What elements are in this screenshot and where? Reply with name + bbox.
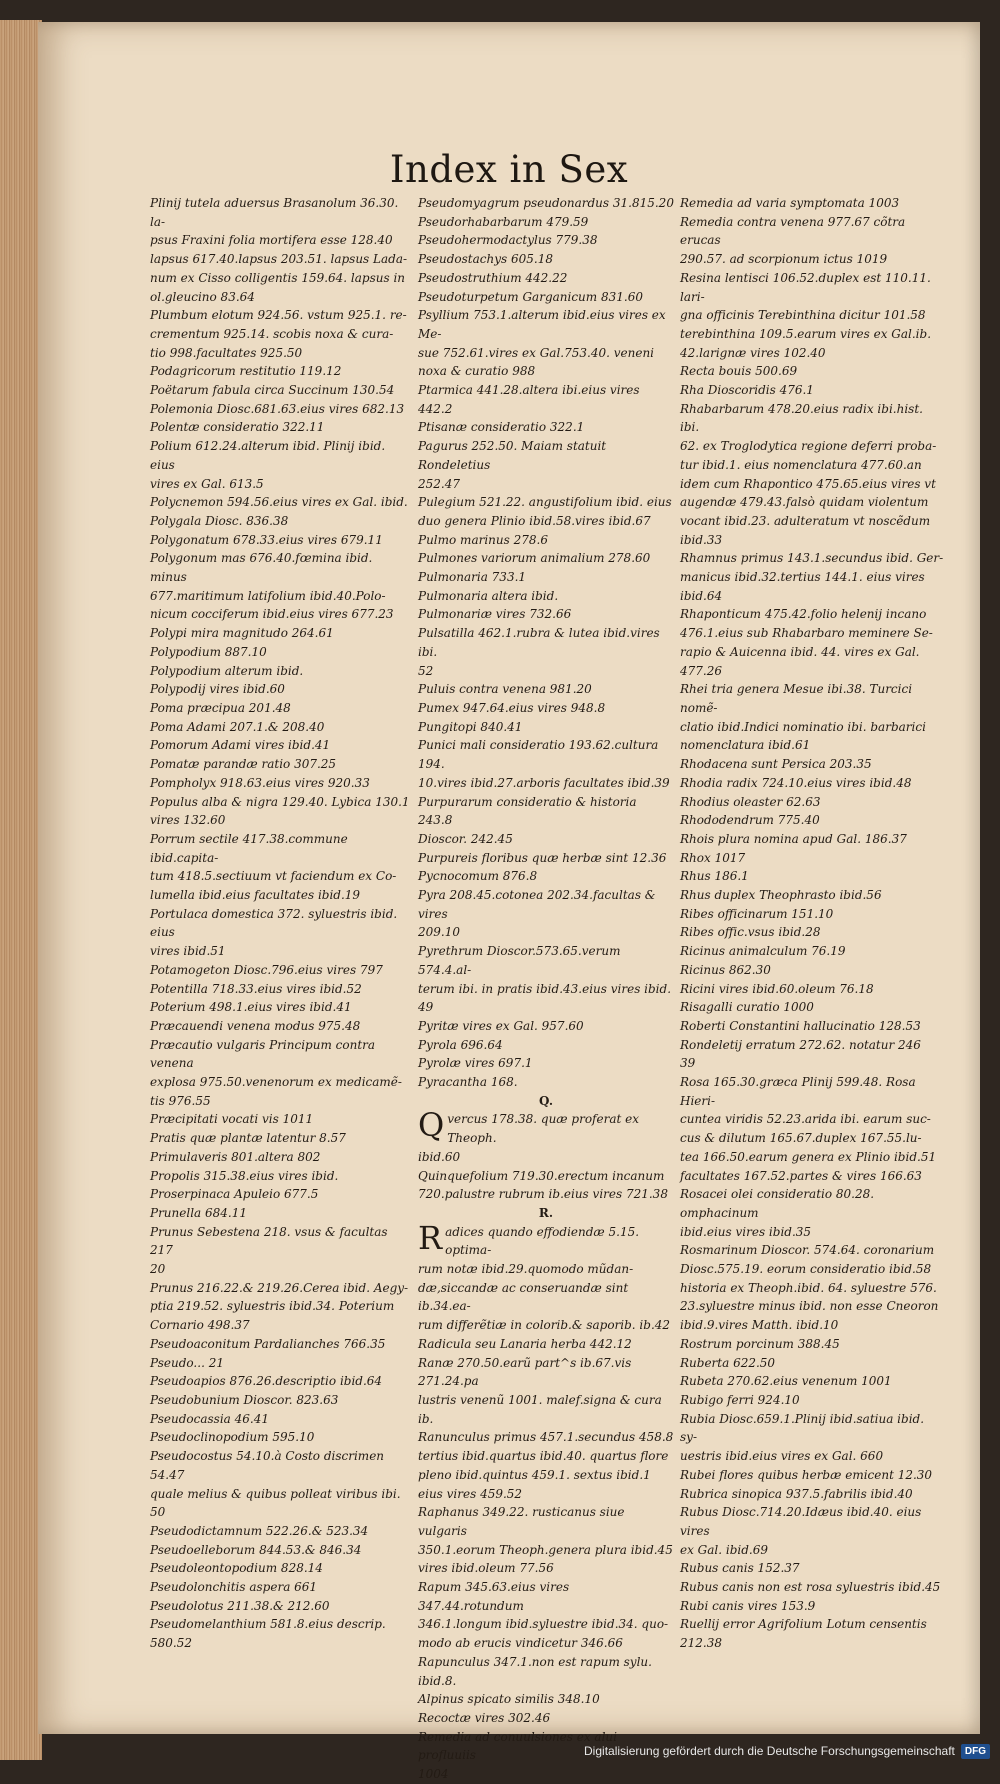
index-entry: 10.vires ibid.27.arboris facultates ibid.39 (418, 775, 670, 790)
index-entry: Portulaca domestica 372. syluestris ibid. eius (150, 906, 398, 940)
index-entry: tur ibid.1. eius nomenclatura 477.60.an (680, 457, 922, 472)
index-entry: 720.palustre rubrum ib.eius vires 721.38 (418, 1187, 668, 1202)
index-entry: Pumex 947.64.eius vires 948.8 (418, 700, 606, 715)
index-entry: Qvercus 178.38. quæ proferat ex Theoph. (418, 1106, 639, 1146)
index-entry: 476.1.eius sub Rhabarbaro meminere Se- (680, 626, 933, 641)
footer-text: Digitalisierung gefördert durch die Deutsche Forschungsgemeinschaft (584, 1744, 955, 1758)
index-entry: Ricinus 862.30 (680, 962, 771, 977)
index-entry: 290.57. ad scorpionum ictus 1019 (680, 252, 888, 267)
index-entry: Potamogeton Diosc.796.eius vires 797 (150, 962, 383, 977)
index-entry: Pulmonaria altera ibid. (418, 588, 559, 603)
index-entry: Pseudomyagrum pseudonardus 31.815.20 (418, 196, 674, 210)
index-entry: Præcipitati vocati vis 1011 (150, 1112, 314, 1127)
index-entry: Cornario 498.37 (150, 1318, 250, 1333)
index-entry: tio 998.facultates 925.50 (150, 345, 303, 360)
index-entry: 1004 (418, 1767, 449, 1782)
index-entry: Polypodij vires ibid.60 (150, 682, 285, 697)
index-entry: ptia 219.52. syluestris ibid.34. Poterium (150, 1299, 395, 1314)
index-entry: tea 166.50.earum genera ex Plinio ibid.51 (680, 1149, 937, 1164)
index-entry: Proserpinaca Apuleio 677.5 (150, 1187, 319, 1202)
index-entry: Pyrethrum Dioscor.573.65.verum 574.4.al- (418, 944, 621, 977)
index-entry: facultates 167.52.partes & vires 166.63 (680, 1168, 922, 1183)
index-entry: ibid.64 (680, 588, 723, 603)
index-entry: Rosacei olei consideratio 80.28. omphacinum (680, 1187, 875, 1220)
index-entry: Rhaponticum 475.42.folio helenij incano (680, 607, 927, 622)
book-edge (0, 20, 42, 1760)
index-entry: Rosmarinum Dioscor. 574.64. coronarium (680, 1243, 935, 1258)
index-entry: Rhododendrum 775.40 (680, 813, 820, 828)
index-entry: Pseudo... 21 (150, 1355, 224, 1370)
index-entry: Poterium 498.1.eius vires ibid.41 (150, 1000, 352, 1015)
index-entry: Rubrica sinopica 937.5.fabrilis ibid.40 (680, 1486, 913, 1501)
index-entry: tis 976.55 (150, 1093, 211, 1108)
index-entry: Præcautio vulgaris Principum contra venena (150, 1037, 376, 1071)
index-entry: vires ibid.51 (150, 944, 226, 959)
index-entry: rapio & Auicenna ibid. 44. vires ex Gal. (680, 644, 920, 659)
index-entry: Pulmonaria 733.1 (418, 570, 527, 585)
index-entry: Propolis 315.38.eius vires ibid. (150, 1168, 339, 1183)
index-entry: modo ab erucis vindicetur 346.66 (418, 1636, 623, 1651)
index-entry: Prunus Sebestena 218. vsus & facultas 217 (150, 1224, 388, 1258)
index-entry: lustris venenũ 1001. malef.signa & cura ib. (418, 1393, 662, 1426)
index-entry: Pyrola 696.64 (418, 1037, 503, 1052)
index-entry: Pyracantha 168. (418, 1075, 518, 1090)
index-entry: Ribes offic.vsus ibid.28 (680, 925, 821, 940)
index-entry: Polycnemon 594.56.eius vires ex Gal. ibid. (150, 495, 408, 510)
index-entry: Q. (538, 1093, 554, 1108)
index-entry: 52 (418, 663, 434, 678)
index-entry: Pseudolotus 211.38.& 212.60 (150, 1598, 330, 1613)
index-entry: Risagalli curatio 1000 (680, 1000, 814, 1015)
index-entry: Pomatæ parandæ ratio 307.25 (150, 757, 337, 772)
index-entry: Rhei tria genera Mesue ibi.38. Turcici nomẽ- (680, 682, 913, 715)
index-entry: Pyritæ vires ex Gal. 957.60 (418, 1018, 584, 1033)
index-entry: Recoctæ vires 302.46 (418, 1710, 551, 1725)
index-entry: Polypi mira magnitudo 264.61 (150, 626, 334, 641)
index-entry: Pseudodictamnum 522.26.& 523.34 (150, 1523, 369, 1538)
index-entry: Punici mali consideratio 193.62.cultura 194. (418, 738, 659, 772)
index-entry: historia ex Theoph.ibid. 64. syluestre 576. (680, 1280, 937, 1295)
index-entry: Populus alba & nigra 129.40. Lybica 130.1 (150, 794, 410, 809)
index-entry: Roberti Constantini hallucinatio 128.53 (680, 1018, 921, 1033)
index-entry: Porrum sectile 417.38.commune ibid.capita- (150, 831, 348, 865)
index-entry: Pseudorhabarbarum 479.59 (418, 214, 589, 229)
index-entry: Recta bouis 500.69 (680, 364, 798, 379)
index-entry: 209.10 (418, 925, 460, 940)
index-entry: Ruberta 622.50 (680, 1355, 776, 1370)
index-entry: Rhabarbarum 478.20.eius radix ibi.hist. ibi. (680, 401, 923, 435)
index-entry: Remedia ad conuulsiones ex alui profluuiis (418, 1729, 617, 1763)
index-entry: Præcauendi venena modus 975.48 (150, 1018, 361, 1033)
index-entry: 677.maritimum latifolium ibid.40.Polo- (150, 588, 386, 603)
index-entry: Pycnocomum 876.8 (418, 869, 538, 884)
index-entry: Raphanus 349.22. rusticanus siue vulgaris (418, 1505, 625, 1538)
index-entry: crementum 925.14. scobis noxa & cura- (150, 326, 394, 341)
index-entry: Ricinus animalculum 76.19 (680, 944, 846, 959)
index-entry: Pseudostruthium 442.22 (418, 270, 568, 285)
index-entry: Rhus 186.1 (680, 869, 749, 884)
index-entry: Polentæ consideratio 322.11 (150, 420, 325, 435)
index-entry: Pseudoelleborum 844.53.& 846.34 (150, 1542, 362, 1557)
index-entry: ol.gleucino 83.64 (150, 289, 255, 304)
index-entry: Pyrolæ vires 697.1 (418, 1056, 533, 1071)
index-entry: terebinthina 109.5.earum vires ex Gal.ib. (680, 326, 932, 341)
index-entry: gna officinis Terebinthina dicitur 101.58 (680, 308, 926, 323)
index-entry: psus Fraxini folia mortifera esse 128.40 (150, 233, 393, 248)
index-entry: Rapunculus 347.1.non est rapum sylu. ibid.8. (418, 1654, 652, 1688)
index-entry: Psyllium 753.1.alterum ibid.eius vires ex Me- (418, 308, 666, 341)
index-entry: Rhus duplex Theophrasto ibid.56 (680, 888, 882, 903)
index-column-left (150, 194, 412, 1653)
index-entry: ibid.9.vires Matth. ibid.10 (680, 1318, 839, 1333)
index-entry: 62. ex Troglodytica regione deferri proba- (680, 439, 937, 454)
index-entry: Ranæ 270.50.earũ part^s ib.67.vis 271.24.pa (418, 1355, 632, 1389)
index-entry: Rhodacena sunt Persica 203.35 (680, 757, 872, 772)
index-entry: Pseudoturpetum Garganicum 831.60 (418, 289, 643, 304)
index-entry: 20 (150, 1262, 166, 1277)
index-entry: Purpurarum consideratio & historia 243.8 (418, 794, 637, 828)
index-entry: Pseudostachys 605.18 (418, 252, 553, 267)
index-entry: cus & dilutum 165.67.duplex 167.55.lu- (680, 1131, 922, 1146)
index-entry: vocant ibid.23. adulteratum vt noscẽdum (680, 513, 931, 528)
index-entry: Rubia Diosc.659.1.Plinij ibid.satiua ibid. sy- (680, 1411, 925, 1445)
index-entry: Ptarmica 441.28.altera ibi.eius vires 442.2 (418, 383, 640, 416)
index-entry: ibid.eius vires ibid.35 (680, 1224, 812, 1239)
index-entry: 477.26 (680, 663, 722, 678)
index-entry: Rubus Diosc.714.20.Idæus ibid.40. eius vires (680, 1505, 922, 1538)
index-entry: Poma Adami 207.1.& 208.40 (150, 719, 325, 734)
index-entry: Rubi canis vires 153.9 (680, 1598, 816, 1613)
index-entry: Polium 612.24.alterum ibid. Plinij ibid. eius (150, 439, 386, 472)
index-entry: Rostrum porcinum 388.45 (680, 1336, 840, 1351)
index-entry: num ex Cisso colligentis 159.64. lapsus in (150, 270, 406, 285)
index-entry: Diosc.575.19. eorum consideratio ibid.58 (680, 1262, 932, 1277)
dfg-logo: DFG (961, 1744, 990, 1759)
index-column-right (680, 194, 944, 1653)
index-entry: Primulaveris 801.altera 802 (150, 1149, 321, 1164)
index-entry: Rubus canis 152.37 (680, 1561, 800, 1576)
index-entry: nicum cocciferum ibid.eius vires 677.23 (150, 607, 394, 622)
index-entry: augendæ 479.43.falsò quidam violentum (680, 495, 929, 510)
index-entry: Potentilla 718.33.eius vires ibid.52 (150, 981, 362, 996)
index-entry: Ptisanæ consideratio 322.1 (418, 420, 585, 435)
index-entry: 23.syluestre minus ibid. non esse Cneoron (680, 1299, 939, 1314)
index-entry: Pompholyx 918.63.eius vires 920.33 (150, 775, 370, 790)
index-entry: 346.1.longum ibid.syluestre ibid.34. quo- (418, 1617, 669, 1632)
index-entry: Rhox 1017 (680, 850, 746, 865)
index-entry: Polemonia Diosc.681.63.eius vires 682.13 (150, 401, 405, 416)
index-entry: Plinij tutela aduersus Brasanolum 36.30. la- (150, 196, 399, 229)
index-entry: Rubus canis non est rosa syluestris ibid.45 (680, 1580, 941, 1595)
index-entry: nomenclatura ibid.61 (680, 738, 811, 753)
index-entry: Ricini vires ibid.60.oleum 76.18 (680, 981, 874, 996)
index-entry: Radicula seu Lanaria herba 442.12 (418, 1336, 632, 1351)
index-entry: ibid.60 (418, 1149, 461, 1164)
page-title: Index in Sex (389, 148, 629, 191)
index-entry: Pseudohermodactylus 779.38 (418, 233, 598, 248)
index-entry: Polypodium alterum ibid. (150, 663, 304, 678)
index-entry: Pungitopi 840.41 (418, 719, 523, 734)
index-entry: Remedia contra venena 977.67 cõtra erucas (680, 214, 906, 248)
index-entry: Pulmones variorum animalium 278.60 (418, 551, 651, 566)
index-entry: Quinquefolium 719.30.erectum incanum (418, 1168, 665, 1183)
index-entry: Polygonatum 678.33.eius vires 679.11 (150, 532, 383, 547)
index-entry: Pyra 208.45.cotonea 202.34.facultas & vires (418, 888, 656, 921)
index-entry: quale melius & quibus polleat viribus ibi. (150, 1486, 401, 1501)
index-entry: Pseudoapios 876.26.descriptio ibid.64 (150, 1374, 383, 1389)
index-entry: Pulmonariæ vires 732.66 (418, 607, 572, 622)
index-entry: Rubeta 270.62.eius venenum 1001 (680, 1374, 892, 1389)
index-entry: Radices quando effodiendæ 5.15. optima- (418, 1218, 640, 1258)
index-entry: Pulsatilla 462.1.rubra & lutea ibid.vires ibi. (418, 626, 660, 659)
index-entry: rum notæ ibid.29.quomodo mũdan- (418, 1262, 634, 1277)
index-entry: Rhodia radix 724.10.eius vires ibid.48 (680, 775, 912, 790)
index-entry: Resina lentisci 106.52.duplex est 110.11. lari- (680, 270, 931, 304)
index-entry: Pseudoaconitum Pardalianches 766.35 (150, 1336, 386, 1351)
index-entry: Prunus 216.22.& 219.26.Cerea ibid. Aegy- (150, 1280, 409, 1295)
index-entry: manicus ibid.32.tertius 144.1. eius vires (680, 570, 925, 585)
index-entry: Pseudoclinopodium 595.10 (150, 1430, 315, 1445)
index-entry: Pulegium 521.22. angustifolium ibid. eius (418, 495, 672, 510)
index-entry: Rhamnus primus 143.1.secundus ibid. Ger- (680, 551, 944, 566)
index-entry: Pseudocostus 54.10.à Costo discrimen 54.47 (150, 1449, 385, 1482)
index-entry: vires 132.60 (150, 813, 226, 828)
index-entry: tertius ibid.quartus ibid.40. quartus flore (418, 1449, 669, 1464)
index-entry: Pulmo marinus 278.6 (418, 532, 548, 547)
index-entry: Pratis quæ plantæ latentur 8.57 (150, 1131, 346, 1146)
index-entry: Purpureis floribus quæ herbæ sint 12.36 (418, 850, 667, 865)
index-entry: terum ibi. in pratis ibid.43.eius vires ibid. (418, 981, 672, 996)
index-entry: idem cum Rhapontico 475.65.eius vires vt (680, 476, 936, 491)
index-entry: Puluis contra venena 981.20 (418, 682, 592, 697)
index-entry: lapsus 617.40.lapsus 203.51. lapsus Lada- (150, 252, 408, 267)
index-entry: cuntea viridis 52.23.arida ibi. earum suc- (680, 1112, 931, 1127)
index-entry: 50 (150, 1505, 166, 1520)
index-entry: noxa & curatio 988 (418, 364, 536, 379)
index-entry: uestris ibid.eius vires ex Gal. 660 (680, 1449, 884, 1464)
index-entry: Rosa 165.30.græca Plinij 599.48. Rosa Hieri- (680, 1075, 916, 1108)
index-entry: Rondeletij erratum 272.62. notatur 246 (680, 1037, 921, 1052)
index-entry: ibid.33 (680, 532, 723, 547)
index-entry: Prunella 684.11 (150, 1205, 248, 1220)
index-entry: clatio ibid.Indici nominatio ibi. barbarici (680, 719, 926, 734)
digitization-footer (584, 1740, 990, 1762)
index-entry: Pseudocassia 46.41 (150, 1411, 269, 1426)
index-entry: 350.1.eorum Theoph.genera plura ibid.45 (418, 1542, 673, 1557)
index-entry: Rhois plura nomina apud Gal. 186.37 (680, 831, 907, 846)
index-entry: Rhodius oleaster 62.63 (680, 794, 821, 809)
index-entry: Pseudomelanthium 581.8.eius descrip. 580.52 (150, 1617, 386, 1651)
index-entry: Plumbum elotum 924.56. vstum 925.1. re- (150, 308, 407, 323)
index-entry: Pseudolonchitis aspera 661 (150, 1580, 318, 1595)
index-entry: Rapum 345.63.eius vires 347.44.rotundum (418, 1580, 570, 1613)
index-entry: lumella ibid.eius facultates ibid.19 (150, 888, 361, 903)
index-entry: rum differẽtiæ in colorib.& saporib. ib.42 (418, 1318, 671, 1333)
index-entry: 39 (680, 1056, 696, 1071)
index-entry: Pagurus 252.50. Maiam statuit Rondeletius (418, 439, 607, 472)
index-entry: Pomorum Adami vires ibid.41 (150, 738, 331, 753)
index-entry: Ranunculus primus 457.1.secundus 458.8 (418, 1430, 674, 1445)
index-entry: Polygala Diosc. 836.38 (150, 513, 289, 528)
index-entry: tum 418.5.sectiuum vt faciendum ex Co- (150, 869, 397, 884)
index-entry: Pseudobunium Dioscor. 823.63 (150, 1393, 339, 1407)
index-entry: Poëtarum fabula circa Succinum 130.54 (150, 383, 395, 398)
index-entry: Ruellij error Agrifolium Lotum censentis 212.38 (680, 1617, 927, 1651)
index-entry: sue 752.61.vires ex Gal.753.40. veneni (418, 345, 655, 360)
index-entry: duo genera Plinio ibid.58.vires ibid.67 (418, 513, 651, 528)
index-entry: Pseudoleontopodium 828.14 (150, 1561, 323, 1576)
index-entry: Ribes officinarum 151.10 (680, 906, 834, 921)
index-entry: Alpinus spicato similis 348.10 (418, 1692, 600, 1707)
index-entry: Rubei flores quibus herbæ emicent 12.30 (680, 1467, 933, 1482)
index-entry: Podagricorum restitutio 119.12 (150, 364, 342, 379)
index-entry: Poma præcipua 201.48 (150, 700, 291, 715)
index-entry: Rubigo ferri 924.10 (680, 1393, 800, 1407)
index-entry: eius vires 459.52 (418, 1486, 523, 1501)
index-entry: R. (538, 1205, 554, 1220)
index-entry: vires ibid.oleum 77.56 (418, 1561, 554, 1576)
index-entry: 252.47 (418, 476, 460, 491)
index-entry: vires ex Gal. 613.5 (150, 476, 264, 491)
index-entry: ex Gal. ibid.69 (680, 1542, 769, 1557)
index-entry: dæ,siccandæ ac conseruandæ sint ib.34.ea- (418, 1280, 629, 1314)
index-entry: pleno ibid.quintus 459.1. sextus ibid.1 (418, 1467, 651, 1482)
index-entry: 49 (418, 1000, 434, 1015)
index-entry: Remedia ad varia symptomata 1003 (680, 196, 900, 210)
index-column-middle (418, 194, 674, 1784)
index-entry: Dioscor. 242.45 (418, 831, 513, 846)
index-entry: explosa 975.50.venenorum ex medicamẽ- (150, 1075, 402, 1090)
index-entry: Polypodium 887.10 (150, 644, 267, 659)
index-entry: Polygonum mas 676.40.fœmina ibid. minus (150, 551, 373, 585)
index-entry: Rha Dioscoridis 476.1 (680, 383, 814, 398)
index-entry: 42.larignæ vires 102.40 (680, 345, 826, 360)
